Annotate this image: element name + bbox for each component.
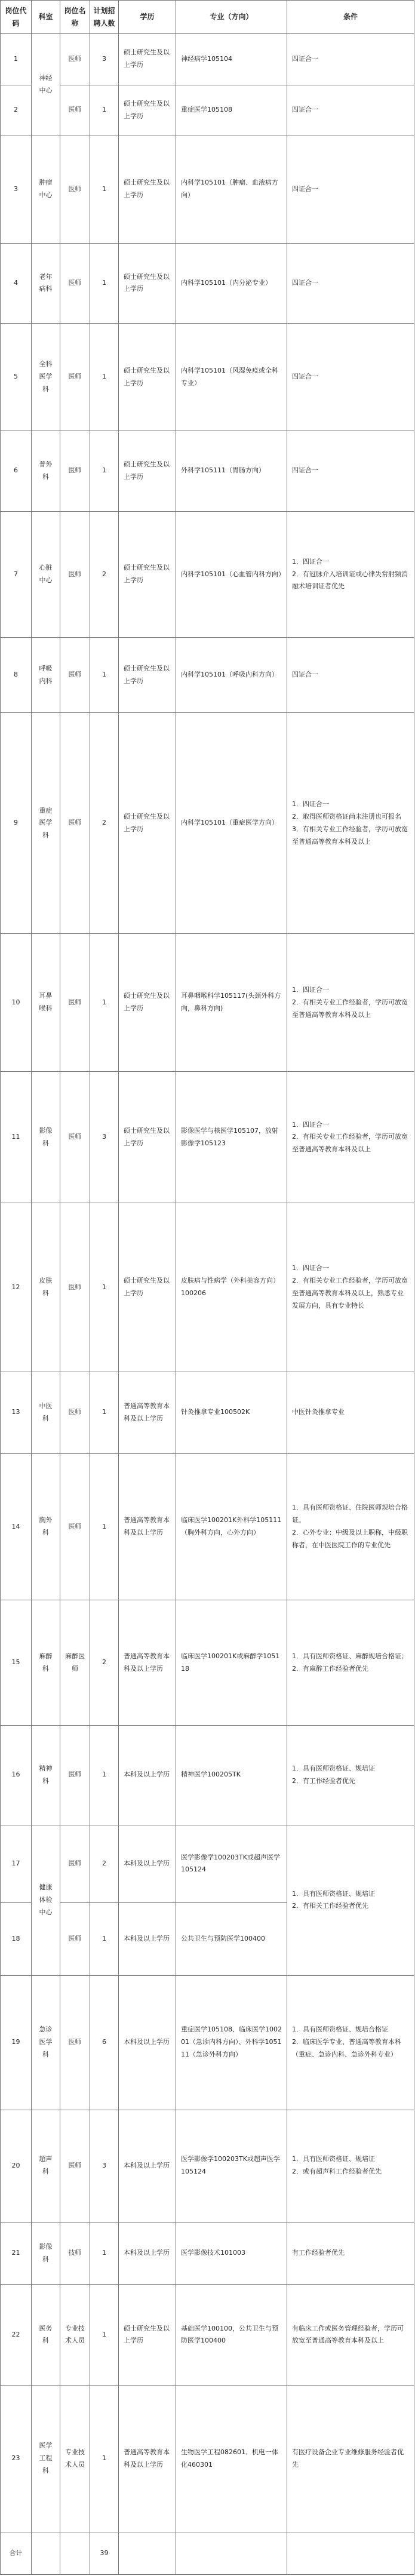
row-post: 麻醉医师 <box>60 1600 90 1726</box>
row-major: 临床医学100201K或麻醉学105118 <box>176 1600 287 1726</box>
row-dept: 呼吸内科 <box>32 638 60 713</box>
row-post: 医师 <box>60 1072 90 1203</box>
row-major: 公共卫生与预防医学100400 <box>176 1903 287 1976</box>
row-major: 临床医学100201K外科学105111（胸外科方向，心外方向） <box>176 1453 287 1600</box>
row-count: 1 <box>90 638 119 713</box>
row-code: 15 <box>1 1600 32 1726</box>
row-dept: 神经中心 <box>32 34 60 136</box>
row-dept: 精神科 <box>32 1725 60 1825</box>
table-row <box>1 34 414 85</box>
row-count: 1 <box>90 2285 119 2386</box>
row-code: 20 <box>1 2110 32 2222</box>
row-post: 医师 <box>60 85 90 136</box>
row-cond: 四证合一 <box>287 85 414 136</box>
total-empty-cell <box>32 2532 60 2575</box>
row-count: 2 <box>90 1825 119 1902</box>
row-dept: 健康体检中心 <box>32 1825 60 1975</box>
row-code: 13 <box>1 1372 32 1453</box>
row-post: 医师 <box>60 638 90 713</box>
table-row <box>1 243 414 324</box>
row-cond: 四证合一 <box>287 34 414 85</box>
row-dept: 心脏中心 <box>32 511 60 638</box>
row-cond: 四证合一 <box>287 243 414 324</box>
row-dept: 肿瘤中心 <box>32 136 60 244</box>
row-major: 医学影像学100203TK或超声医学105124 <box>176 1825 287 1902</box>
row-major: 生物医学工程082601、机电一体化460301 <box>176 2386 287 2532</box>
row-dept: 普外科 <box>32 431 60 511</box>
table-row <box>1 1203 414 1372</box>
row-cond: 四证合一 <box>287 431 414 511</box>
table-row <box>1 1372 414 1453</box>
row-post: 医师 <box>60 34 90 85</box>
table-row <box>1 2110 414 2222</box>
row-count: 1 <box>90 2386 119 2532</box>
row-edu: 硕士研究生及以上学历 <box>119 324 176 431</box>
total-empty-cell <box>60 2532 90 2575</box>
row-post: 医师 <box>60 1725 90 1825</box>
row-cond: 1．四证合一 2．有相关专业工作经验者，学历可放宽至普通高等教育本科及以上 <box>287 1072 414 1203</box>
table-row <box>1 2386 414 2532</box>
table-row <box>1 1072 414 1203</box>
row-code: 6 <box>1 431 32 511</box>
row-count: 1 <box>90 243 119 324</box>
row-post: 医师 <box>60 1976 90 2110</box>
row-count: 3 <box>90 2110 119 2222</box>
table-row <box>1 2285 414 2386</box>
row-code: 2 <box>1 85 32 136</box>
row-code: 9 <box>1 713 32 934</box>
table-row <box>1 1725 414 1825</box>
row-dept: 影像科 <box>32 2222 60 2285</box>
table-row <box>1 1453 414 1600</box>
row-code: 18 <box>1 1903 32 1976</box>
row-count: 1 <box>90 324 119 431</box>
row-major: 重症医学105108 <box>176 85 287 136</box>
total-row <box>1 2532 414 2575</box>
row-dept: 医学工程科 <box>32 2386 60 2532</box>
row-major: 内科学105101（重症医学方向） <box>176 713 287 934</box>
row-code: 12 <box>1 1203 32 1372</box>
row-major: 重症医学105108、临床医学100201（急诊内科方向）、外科学105111（急诊外科方向） <box>176 1976 287 2110</box>
table-row <box>1 1600 414 1726</box>
row-cond: 1．四证合一 2．取得医师资格证尚未注册也可报名 3．有相关专业工作经验者，学历可放宽至普通高等教育本科及以上 <box>287 713 414 934</box>
row-count: 3 <box>90 34 119 85</box>
row-count: 1 <box>90 1372 119 1453</box>
row-count: 1 <box>90 431 119 511</box>
header-code: 岗位代码 <box>1 1 32 34</box>
table-row <box>1 511 414 638</box>
row-code: 22 <box>1 2285 32 2386</box>
row-cond: 1．四证合一 2．有相关专业工作经验者，学历可放宽至普通高等教育本科及以上 <box>287 934 414 1072</box>
row-cond: 1．具有医师资格证、住院医师规培合格证。 2．心外专业：中级及以上职称，中级职称者，在中医医院工作的专业优先 <box>287 1453 414 1600</box>
row-dept: 超声科 <box>32 2110 60 2222</box>
row-edu: 硕士研究生及以上学历 <box>119 136 176 244</box>
row-edu: 硕士研究生及以上学历 <box>119 1203 176 1372</box>
row-edu: 硕士研究生及以上学历 <box>119 713 176 934</box>
row-post: 医师 <box>60 2110 90 2222</box>
row-count: 2 <box>90 1600 119 1726</box>
row-major: 神经病学105104 <box>176 34 287 85</box>
row-count: 1 <box>90 1725 119 1825</box>
row-count: 2 <box>90 511 119 638</box>
row-count: 1 <box>90 85 119 136</box>
row-count: 1 <box>90 1203 119 1372</box>
row-count: 1 <box>90 934 119 1072</box>
row-cond: 1．具有医师资格证、规培证 2．有工作经验者优先 <box>287 1725 414 1825</box>
row-dept: 重症医学科 <box>32 713 60 934</box>
row-dept: 急诊医学科 <box>32 1976 60 2110</box>
row-edu: 硕士研究生及以上学历 <box>119 638 176 713</box>
row-count: 1 <box>90 136 119 244</box>
row-cond: 1．具有医师资格证、麻醉规培合格证； 2．有麻醉工作经验者优先 <box>287 1600 414 1726</box>
row-dept: 老年病科 <box>32 243 60 324</box>
row-major: 外科学105111（胃肠方向） <box>176 431 287 511</box>
row-dept: 中医科 <box>32 1372 60 1453</box>
row-major: 内科学105101（呼吸内科方向） <box>176 638 287 713</box>
row-dept: 医务科 <box>32 2285 60 2386</box>
row-code: 4 <box>1 243 32 324</box>
row-code: 23 <box>1 2386 32 2532</box>
table-row <box>1 1825 414 1902</box>
row-major: 内科学105101（风湿免疫或全科专业） <box>176 324 287 431</box>
row-major: 医学影像学100203TK或超声医学105124 <box>176 2110 287 2222</box>
row-cond: 1．四证合一 2．有相关专业工作经验者，学历可放宽至普通高等教育本科及以上，熟悉专业发展方向，具有专业特长 <box>287 1203 414 1372</box>
row-edu: 硕士研究生及以上学历 <box>119 431 176 511</box>
row-dept: 全科医学科 <box>32 324 60 431</box>
total-label: 合计 <box>1 2532 32 2575</box>
row-post: 专业技术人员 <box>60 2285 90 2386</box>
header-row <box>1 1 414 34</box>
row-edu: 普通高等教育本科及以上学历 <box>119 2386 176 2532</box>
header-major: 专业（方向） <box>176 1 287 34</box>
table-row <box>1 431 414 511</box>
row-post: 医师 <box>60 713 90 934</box>
total-empty-cell <box>287 2532 414 2575</box>
row-count: 6 <box>90 1976 119 2110</box>
total-empty-cell <box>176 2532 287 2575</box>
row-code: 16 <box>1 1725 32 1825</box>
row-major: 影像医学与核医学105107，放射影像学105123 <box>176 1072 287 1203</box>
header-post: 岗位名称 <box>60 1 90 34</box>
row-edu: 硕士研究生及以上学历 <box>119 1072 176 1203</box>
row-edu: 普通高等教育本科及以上学历 <box>119 1372 176 1453</box>
row-dept: 影像科 <box>32 1072 60 1203</box>
row-cond: 四证合一 <box>287 324 414 431</box>
row-post: 医师 <box>60 324 90 431</box>
row-major: 医学影像技术101003 <box>176 2222 287 2285</box>
row-dept: 麻醉科 <box>32 1600 60 1726</box>
row-cond: 1．具有医师资格证、规培合格证 2．临床医学专业、普通高等教育本科（重症、急诊内科、急诊外科专业） <box>287 1976 414 2110</box>
row-code: 17 <box>1 1825 32 1902</box>
row-code: 19 <box>1 1976 32 2110</box>
row-post: 医师 <box>60 511 90 638</box>
row-major: 皮肤病与性病学（外科美容方向）100206 <box>176 1203 287 1372</box>
table-row <box>1 713 414 934</box>
row-major: 内科学105101（内分泌专业） <box>176 243 287 324</box>
row-count: 1 <box>90 1903 119 1976</box>
row-edu: 本科及以上学历 <box>119 1903 176 1976</box>
row-code: 14 <box>1 1453 32 1600</box>
row-post: 医师 <box>60 431 90 511</box>
row-post: 医师 <box>60 1453 90 1600</box>
row-cond: 有临床工作或医务管理经验者，学历可放宽至普通高等教育本科及以上 <box>287 2285 414 2386</box>
row-edu: 本科及以上学历 <box>119 1825 176 1902</box>
row-major: 内科学105101（心血管内科方向） <box>176 511 287 638</box>
row-edu: 本科及以上学历 <box>119 1725 176 1825</box>
row-cond: 1．具有医师资格证、规培证 2．或有超声科工作经验者优先 <box>287 2110 414 2222</box>
row-post: 技师 <box>60 2222 90 2285</box>
row-edu: 硕士研究生及以上学历 <box>119 85 176 136</box>
header-edu: 学历 <box>119 1 176 34</box>
row-code: 8 <box>1 638 32 713</box>
row-cond: 四证合一 <box>287 638 414 713</box>
row-edu: 硕士研究生及以上学历 <box>119 34 176 85</box>
row-code: 10 <box>1 934 32 1072</box>
table-row <box>1 136 414 244</box>
row-post: 医师 <box>60 243 90 324</box>
table-row <box>1 85 414 136</box>
row-count: 1 <box>90 1453 119 1600</box>
row-edu: 硕士研究生及以上学历 <box>119 511 176 638</box>
row-post: 医师 <box>60 934 90 1072</box>
table-row <box>1 324 414 431</box>
row-cond: 中医针灸推拿专业 <box>287 1372 414 1453</box>
row-dept: 耳鼻喉科 <box>32 934 60 1072</box>
row-edu: 普通高等教育本科及以上学历 <box>119 1453 176 1600</box>
header-count: 计划招聘人数 <box>90 1 119 34</box>
table-row <box>1 934 414 1072</box>
row-post: 医师 <box>60 136 90 244</box>
row-cond: 1．具有医师资格证、规培证 2．有相关工作经验者优先 <box>287 1825 414 1975</box>
table-row <box>1 1976 414 2110</box>
table-row <box>1 2222 414 2285</box>
row-edu: 本科及以上学历 <box>119 2222 176 2285</box>
row-edu: 本科及以上学历 <box>119 2110 176 2222</box>
row-edu: 硕士研究生及以上学历 <box>119 934 176 1072</box>
row-code: 5 <box>1 324 32 431</box>
row-edu: 本科及以上学历 <box>119 1976 176 2110</box>
row-code: 7 <box>1 511 32 638</box>
row-dept: 胸外科 <box>32 1453 60 1600</box>
row-post: 医师 <box>60 1372 90 1453</box>
row-major: 耳鼻咽喉科学105117(头颈外科方向，鼻科方向) <box>176 934 287 1072</box>
total-count: 39 <box>90 2532 119 2575</box>
header-cond: 条件 <box>287 1 414 34</box>
row-cond: 有医疗设备企业专业维修服务经验者优先 <box>287 2386 414 2532</box>
row-post: 医师 <box>60 1903 90 1976</box>
row-count: 3 <box>90 1072 119 1203</box>
row-code: 21 <box>1 2222 32 2285</box>
row-post: 医师 <box>60 1203 90 1372</box>
row-post: 专业技术人员 <box>60 2386 90 2532</box>
row-major: 精神医学100205TK <box>176 1725 287 1825</box>
total-empty-cell <box>119 2532 176 2575</box>
row-code: 1 <box>1 34 32 85</box>
row-post: 医师 <box>60 1825 90 1902</box>
row-cond: 四证合一 <box>287 136 414 244</box>
row-dept: 皮肤科 <box>32 1203 60 1372</box>
row-edu: 普通高等教育本科及以上学历 <box>119 1600 176 1726</box>
row-cond: 有工作经验者优先 <box>287 2222 414 2285</box>
row-count: 2 <box>90 713 119 934</box>
row-code: 11 <box>1 1072 32 1203</box>
row-major: 内科学105101（肿瘤、血液病方向） <box>176 136 287 244</box>
row-major: 针灸推拿专业100502K <box>176 1372 287 1453</box>
header-dept: 科室 <box>32 1 60 34</box>
row-code: 3 <box>1 136 32 244</box>
row-edu: 硕士研究生及以上学历 <box>119 2285 176 2386</box>
row-major: 基础医学100100，公共卫生与预防医学100400 <box>176 2285 287 2386</box>
row-count: 1 <box>90 2222 119 2285</box>
row-cond: 1．四证合一 2．有冠脉介入培训证或心律失常射频消融术培训证者优先 <box>287 511 414 638</box>
row-edu: 硕士研究生及以上学历 <box>119 243 176 324</box>
table-row <box>1 638 414 713</box>
